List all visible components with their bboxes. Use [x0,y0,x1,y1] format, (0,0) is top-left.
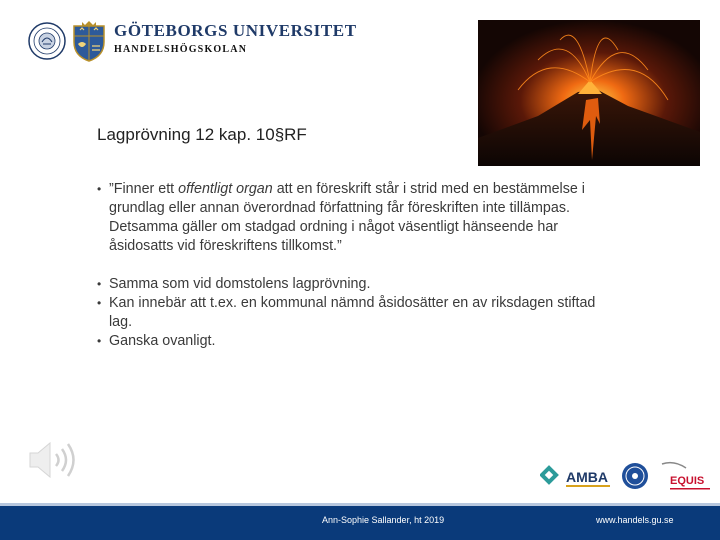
volcano-photo [478,20,700,166]
aacsb-logo [622,463,648,489]
slide-content [97,180,617,351]
school-name: HANDELSHÖGSKOLAN [114,44,248,55]
university-seal-icon [28,22,66,60]
bullet-item: • Ganska ovanligt. [97,332,617,351]
footer-author: Ann-Sophie Sallander, ht 2019 [322,515,445,525]
equis-logo [662,463,710,490]
equis-text: EQUIS [670,475,705,487]
amba-logo [540,465,610,487]
quote-rest-text: att en föreskrift står i strid med en bestämmelse i grundlag eller annan överordnad författning får föreskriften inte tillämpas. Detsamma gäller om stadgad ordning i något väsentligt hänseende har åsidosatts vid föreskriftens tillkomst.” [109,181,585,254]
quote-bullet [97,180,617,256]
accreditation-logos [540,458,712,498]
university-name: GÖTEBORGS UNIVERSITET [114,21,357,40]
notes-bullet-list [97,275,617,351]
footer-website[interactable]: www.handels.gu.se [596,515,674,525]
quote-bullet-list [97,180,617,256]
speaker-audio-icon[interactable] [26,437,82,483]
bullet-item: • Kan innebär att t.ex. en kommunal nämnd åsidosätter en av riksdagen stiftad lag. [97,294,617,332]
slide-title: Lagprövning 12 kap. 10§RF [97,125,307,144]
quote-italic-text: offentligt organ [178,181,273,197]
amba-text: AMBA [566,469,608,485]
university-shield-icon [70,20,108,62]
bullet-item: • Samma som vid domstolens lagprövning. [97,275,617,294]
quote-open-text: ”Finner ett [109,181,179,197]
